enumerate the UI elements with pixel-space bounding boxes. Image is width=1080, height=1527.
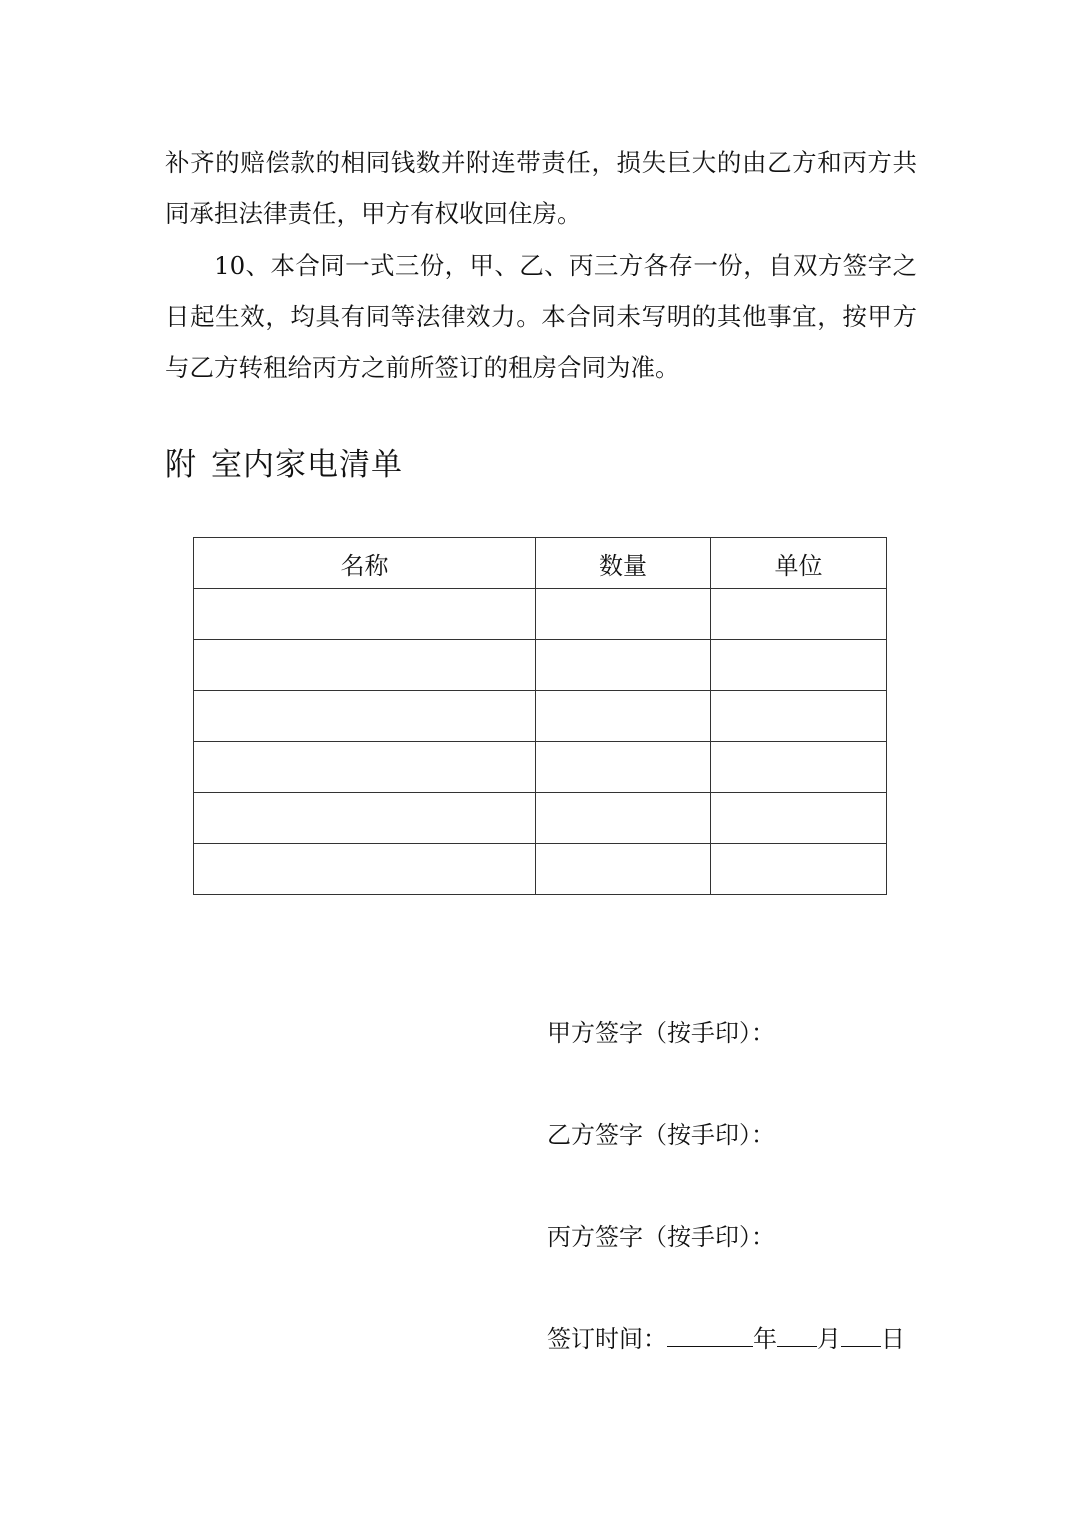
table-row	[194, 844, 887, 895]
table-row	[194, 640, 887, 691]
cell-unit[interactable]	[711, 793, 887, 844]
cell-name[interactable]	[194, 844, 536, 895]
cell-name[interactable]	[194, 793, 536, 844]
column-header-quantity: 数量	[536, 538, 711, 589]
cell-quantity[interactable]	[536, 589, 711, 640]
signing-date-line	[547, 1320, 905, 1357]
cell-unit[interactable]	[711, 844, 887, 895]
cell-unit[interactable]	[711, 691, 887, 742]
day-blank[interactable]	[841, 1320, 881, 1347]
day-label: 日	[881, 1325, 905, 1353]
appendix-prefix: 附	[165, 447, 197, 483]
party-a-signature-label: 甲方签字（按手印）：	[547, 1019, 775, 1047]
month-blank[interactable]	[777, 1320, 817, 1347]
cell-unit[interactable]	[711, 589, 887, 640]
party-c-signature-label: 丙方签字（按手印）：	[547, 1223, 775, 1251]
year-blank[interactable]	[667, 1320, 753, 1347]
appendix-heading	[165, 440, 403, 490]
cell-name[interactable]	[194, 742, 536, 793]
contract-clause-10: 10、本合同一式三份，甲、乙、丙三方各存一份，自双方签字之日起生效，均具有同等法律效力。本合同未写明的其他事宜，按甲方与乙方转租给丙方之前所签订的租房合同为准。	[165, 251, 917, 382]
table-row	[194, 793, 887, 844]
cell-quantity[interactable]	[536, 793, 711, 844]
cell-name[interactable]	[194, 589, 536, 640]
cell-quantity[interactable]	[536, 844, 711, 895]
cell-name[interactable]	[194, 691, 536, 742]
contract-paragraph-liability: 补齐的赔偿款的相同钱数并附连带责任，损失巨大的由乙方和丙方共同承担法律责任，甲方有权收回住房。	[165, 148, 917, 228]
cell-quantity[interactable]	[536, 742, 711, 793]
column-header-unit: 单位	[711, 538, 887, 589]
party-b-signature-label: 乙方签字（按手印）：	[547, 1121, 775, 1149]
column-header-name: 名称	[194, 538, 536, 589]
table-header-row	[194, 538, 887, 589]
cell-unit[interactable]	[711, 742, 887, 793]
cell-name[interactable]	[194, 640, 536, 691]
cell-unit[interactable]	[711, 640, 887, 691]
cell-quantity[interactable]	[536, 691, 711, 742]
table-row	[194, 742, 887, 793]
appendix-title: 室内家电清单	[211, 447, 403, 483]
appliance-inventory-table	[193, 537, 887, 895]
table-row	[194, 691, 887, 742]
year-label: 年	[753, 1325, 777, 1353]
table-row	[194, 589, 887, 640]
signing-date-label: 签订时间：	[547, 1325, 667, 1353]
cell-quantity[interactable]	[536, 640, 711, 691]
month-label: 月	[817, 1325, 841, 1353]
